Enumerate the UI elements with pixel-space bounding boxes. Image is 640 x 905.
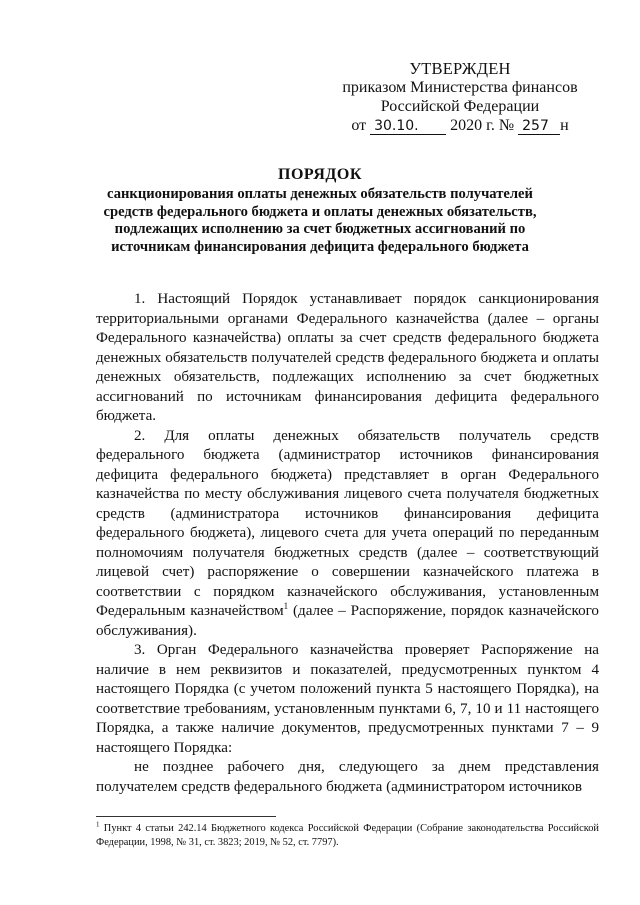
- document-subtitle: санкционирования оплаты денежных обязательств получателей средств федерального бюджета и оплаты денежных обязательств, подлежащих исполнению за счет бюджетных ассигнований по источникам финансирования дефицита федерального бюджета: [103, 186, 537, 255]
- paragraph-1: 1. Настоящий Порядок устанавливает порядок санкционирования территориальными органами Федерального казначейства (далее – органы Федерального казначейства) оплаты за счет средств федерального бюджета денежных обязательств получателей средств федерального бюджета и оплаты денежных обязательств, подлежащих исполнению за счет бюджетных ассигнований по источникам финансирования дефицита федерального бюджета.: [96, 291, 599, 424]
- order-year: 2020 г. №: [450, 117, 515, 134]
- footnote: [96, 822, 599, 850]
- approved-label: УТВЕРЖДЕН: [409, 59, 511, 78]
- approved-by-line: приказом Министерства финансов: [342, 79, 578, 96]
- paragraph-4: не позднее рабочего дня, следующего за днем представления получателем средств федерального бюджета (администратором источников: [96, 759, 599, 795]
- order-date: 30.10.: [370, 118, 446, 135]
- footnote-reference: 1: [283, 600, 289, 611]
- document-title: ПОРЯДОК: [278, 166, 362, 183]
- order-number-suffix: н: [560, 117, 569, 134]
- approved-by-country: Российской Федерации: [380, 98, 540, 115]
- paragraph-2-continuation: (далее – Распоряжение, порядок казначейского обслуживания).: [96, 603, 599, 639]
- footnote-text: Пункт 4 статьи 242.14 Бюджетного кодекса Российской Федерации (Собрание законодательства Российской Федерации, 1998, № 31, ст. 3823; 2019, № 52, ст. 7797).: [96, 823, 599, 848]
- document-body: [96, 290, 599, 797]
- paragraph-2-text: 2. Для оплаты денежных обязательств получатель средств федерального бюджета (администратор источников финансирования дефицита федерального бюджета) представляет в орган Федерального казначейства по месту обслуживания лицевого счета получателя бюджетных средств (администратора источников финансирования дефицита федерального бюджета), лицевого счета для учета операций по переданным полномочиям получателя бюджетных средств (далее – соответствующий лицевой счет) распоряжение о совершении казначейского платежа в соответствии с порядком казначейского обслуживания, установленным Федеральным казначейством: [96, 427, 599, 619]
- order-number: 257: [518, 118, 560, 135]
- approval-stamp: [340, 59, 580, 135]
- footnote-mark: 1: [96, 820, 100, 829]
- paragraph-3: 3. Орган Федерального казначейства проверяет Распоряжение на наличие в нем реквизитов и показателей, предусмотренных пунктом 4 настоящего Порядка (с учетом положений пункта 5 настоящего Порядка), на соответствие требованиям, установленным пунктами 6, 7, 10 и 11 настоящего Порядка, а также наличие документов, предусмотренных пунктами 7 – 9 настоящего Порядка:: [96, 642, 599, 756]
- order-date-line: [340, 116, 580, 135]
- footnote-divider: [96, 816, 276, 817]
- paragraph-2: [96, 427, 599, 642]
- order-date-prefix: от: [351, 117, 367, 134]
